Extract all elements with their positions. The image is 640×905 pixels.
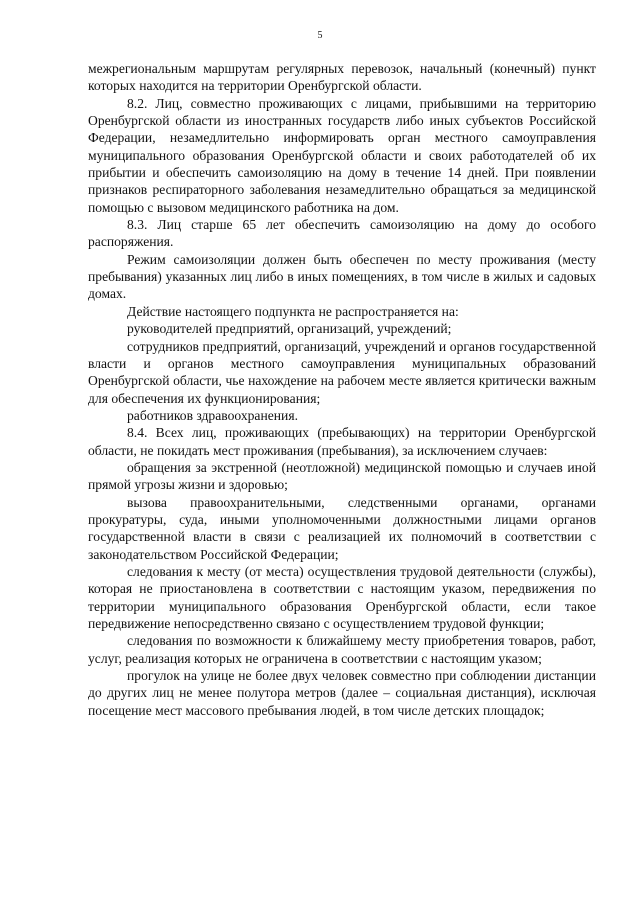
list-item-managers: руководителей предприятий, организаций, учреждений;: [127, 321, 452, 337]
list-item-walks: прогулок на улице не более двух человек совместно при соблюдении дистанции до других лиц не менее полутора метров (далее – социальная дистанция), исключая посещение мест массового пребывания людей, в том числе детских площадок;: [88, 668, 596, 718]
list-item-shopping: следования по возможности к ближайшему месту приобретения товаров, работ, услуг, реализация которых не ограничена в соответствии с настоящим указом;: [88, 633, 596, 666]
paragraph-exemptions-intro: Действие настоящего подпункта не распространяется на:: [127, 303, 459, 319]
paragraph-8-3: 8.3. Лиц старше 65 лет обеспечить самоизоляцию на дому до особого распоряжения.: [88, 217, 596, 250]
list-item-critical-staff: сотрудников предприятий, организаций, учреждений и органов государственной власти и органов местного самоуправления муниципальных образований Оренбургской области, чье нахождение на рабочем месте является критически важным для обеспечения их функционирования;: [88, 338, 596, 406]
paragraph-8-4: 8.4. Всех лиц, проживающих (пребывающих) на территории Оренбургской области, не покидать мест проживания (пребывания), за исключением случаев:: [88, 425, 596, 458]
paragraph-self-isolation-regime: Режим самоизоляции должен быть обеспечен по месту проживания (месту пребывания) указанных лиц либо в иных помещениях, в том числе в жилых и садовых домах.: [88, 251, 596, 302]
paragraph-continuation: межрегиональным маршрутам регулярных перевозок, начальный (конечный) пункт которых находится на территории Оренбургской области.: [88, 61, 596, 94]
document-body: [88, 60, 596, 719]
page-number: 5: [317, 30, 323, 41]
list-item-medical-help: обращения за экстренной (неотложной) медицинской помощью и случаев иной прямой угрозы жизни и здоровью;: [88, 459, 596, 493]
list-item-law-enforcement-call: вызова правоохранительными, следственными органами, органами прокуратуры, суда, иными уполномоченными должностными лицами органов государственной власти в связи с реализацией их полномочий в соответствии с законодательством Российской Федерации;: [88, 494, 596, 562]
list-item-health-workers: работников здравоохранения.: [127, 407, 298, 423]
paragraph-8-2: 8.2. Лиц, совместно проживающих с лицами, прибывшими на территорию Оренбургской области из иностранных государств либо иных субъектов Российской Федерации, незамедлительно информировать орган местного самоуправления муниципального образования Оренбургской области и своих работодателей об их прибытии и обеспечить самоизоляцию на дому в течение 14 дней. При появлении признаков респираторного заболевания незамедлительно обращаться за медицинской помощью с вызовом медицинского работника на дом.: [88, 95, 596, 215]
list-item-work-commute: следования к месту (от места) осуществления трудовой деятельности (службы), которая не приостановлена в соответствии с настоящим указом, передвижения по территории муниципального образования Оренбургской области, если такое передвижение непосредственно связано с осуществлением трудовой функции;: [88, 563, 596, 631]
